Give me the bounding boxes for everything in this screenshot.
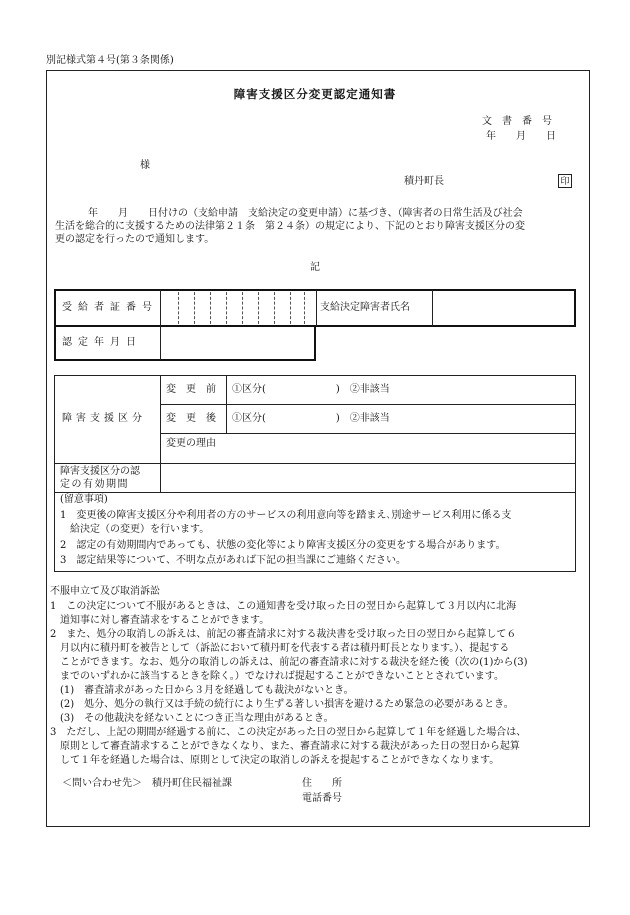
appeal-line: して１年を経過した場合は、原則として決定の取消しの訴えを提起することができなくなります。 <box>50 755 500 766</box>
issuer-name: 積丹町長 <box>404 176 444 187</box>
appeal-line: 3 ただし、上記の期間が経過する前に、この決定があった日の翌日から起算して１年を経過した場合は、 <box>50 727 527 738</box>
change-reason-label: 変更の理由 <box>166 438 216 449</box>
note-item: 1 変更後の障害支援区分や利用者の方のサービスの利用意向等を踏まえ､別途サービス利用に係る支 <box>60 510 512 521</box>
note-item: 2 認定の有効期間内であっても、状態の変化等により障害支援区分の変更をする場合があります。 <box>60 540 506 551</box>
recipient-number-label: 受給者証番号 <box>62 302 158 313</box>
appeal-line: 道知事に対し審査請求をすることができます。 <box>50 615 270 626</box>
date-label: 年 月 日 <box>486 131 556 142</box>
contact-label: ＜問い合わせ先＞ 積丹町住民福祉課 <box>62 778 232 789</box>
before-change-label: 変 更 前 <box>166 384 216 395</box>
body-line-1: 年 月 日付けの（支給申請 支給決定の変更申請）に基づき、（障害者の日常生活及び社会 <box>88 208 523 219</box>
support-category-label: 障害支援区分 <box>62 413 146 424</box>
body-line-2: 生活を総合的に支援するための法律第２１条 第２４条）の規定により、下記のとおり障害支援区分の変 <box>55 221 525 232</box>
before-change-value: ①区分( ) ②非該当 <box>232 384 390 395</box>
validity-period-label-1: 障害支援区分の認 <box>60 466 140 477</box>
seal-mark: 印 <box>558 174 572 188</box>
ki-marker: 記 <box>310 262 320 273</box>
note-item: 3 認定結果等について、不明な点があれば下記の担当課にご連絡ください。 <box>60 555 406 566</box>
appeal-line: 原則として審査請求することができなくなり、また、審査請求に対する裁決があった日の翌日から起算 <box>50 741 520 752</box>
after-change-label: 変 更 後 <box>166 413 216 424</box>
body-line-3: 更の認定を行ったので通知します。 <box>55 234 215 245</box>
appeal-heading: 不服申立て及び取消訴訟 <box>50 586 160 597</box>
appeal-line: 1 この決定について不服があるときは、この通知書を受け取った日の翌日から起算して３月以内に北海 <box>50 601 517 612</box>
note-item: 給決定（の変更）を行います。 <box>60 524 210 535</box>
appeal-line: までのいずれかに該当するときを除く。）でなければ提起することができないこととされています。 <box>50 671 504 682</box>
contact-phone-label: 電話番号 <box>302 793 342 804</box>
appeal-line: ことができます。なお、処分の取消しの訴えは、前記の審査請求に対する裁決を経た後（次の(1)から(3) <box>50 657 528 668</box>
document-title: 障害支援区分変更認定通知書 <box>233 87 397 101</box>
decided-person-name-label: 支給決定障害者氏名 <box>320 302 410 313</box>
certification-date-label: 認定年月日 <box>62 337 142 348</box>
document-number-label: 文 書 番 号 <box>482 116 552 127</box>
contact-address-label: 住 所 <box>302 778 342 789</box>
appeal-line: (3) その他裁決を経ないことにつき正当な理由があるとき。 <box>50 713 334 724</box>
addressee-suffix: 様 <box>140 160 150 171</box>
appeal-line: 2 また、処分の取消しの訴えは、前記の審査請求に対する裁決書を受け取った日の翌日から起算して６ <box>50 629 517 640</box>
appeal-line: 月以内に積丹町を被告として（訴訟において積丹町を代表する者は積丹町長となります。）、提起する <box>50 643 510 654</box>
notes-heading: (留意事項) <box>60 494 108 505</box>
form-reference: 別記様式第４号(第３条関係) <box>46 55 174 66</box>
validity-period-label-2: 定の有効期間 <box>60 479 129 490</box>
appeal-line: (1) 審査請求があった日から３月を経過しても裁決がないとき。 <box>50 685 354 696</box>
appeal-line: (2) 処分、処分の執行又は手続の続行により生ずる著しい損害を避けるため緊急の必要があるとき。 <box>50 699 514 710</box>
after-change-value: ①区分( ) ②非該当 <box>232 413 390 424</box>
